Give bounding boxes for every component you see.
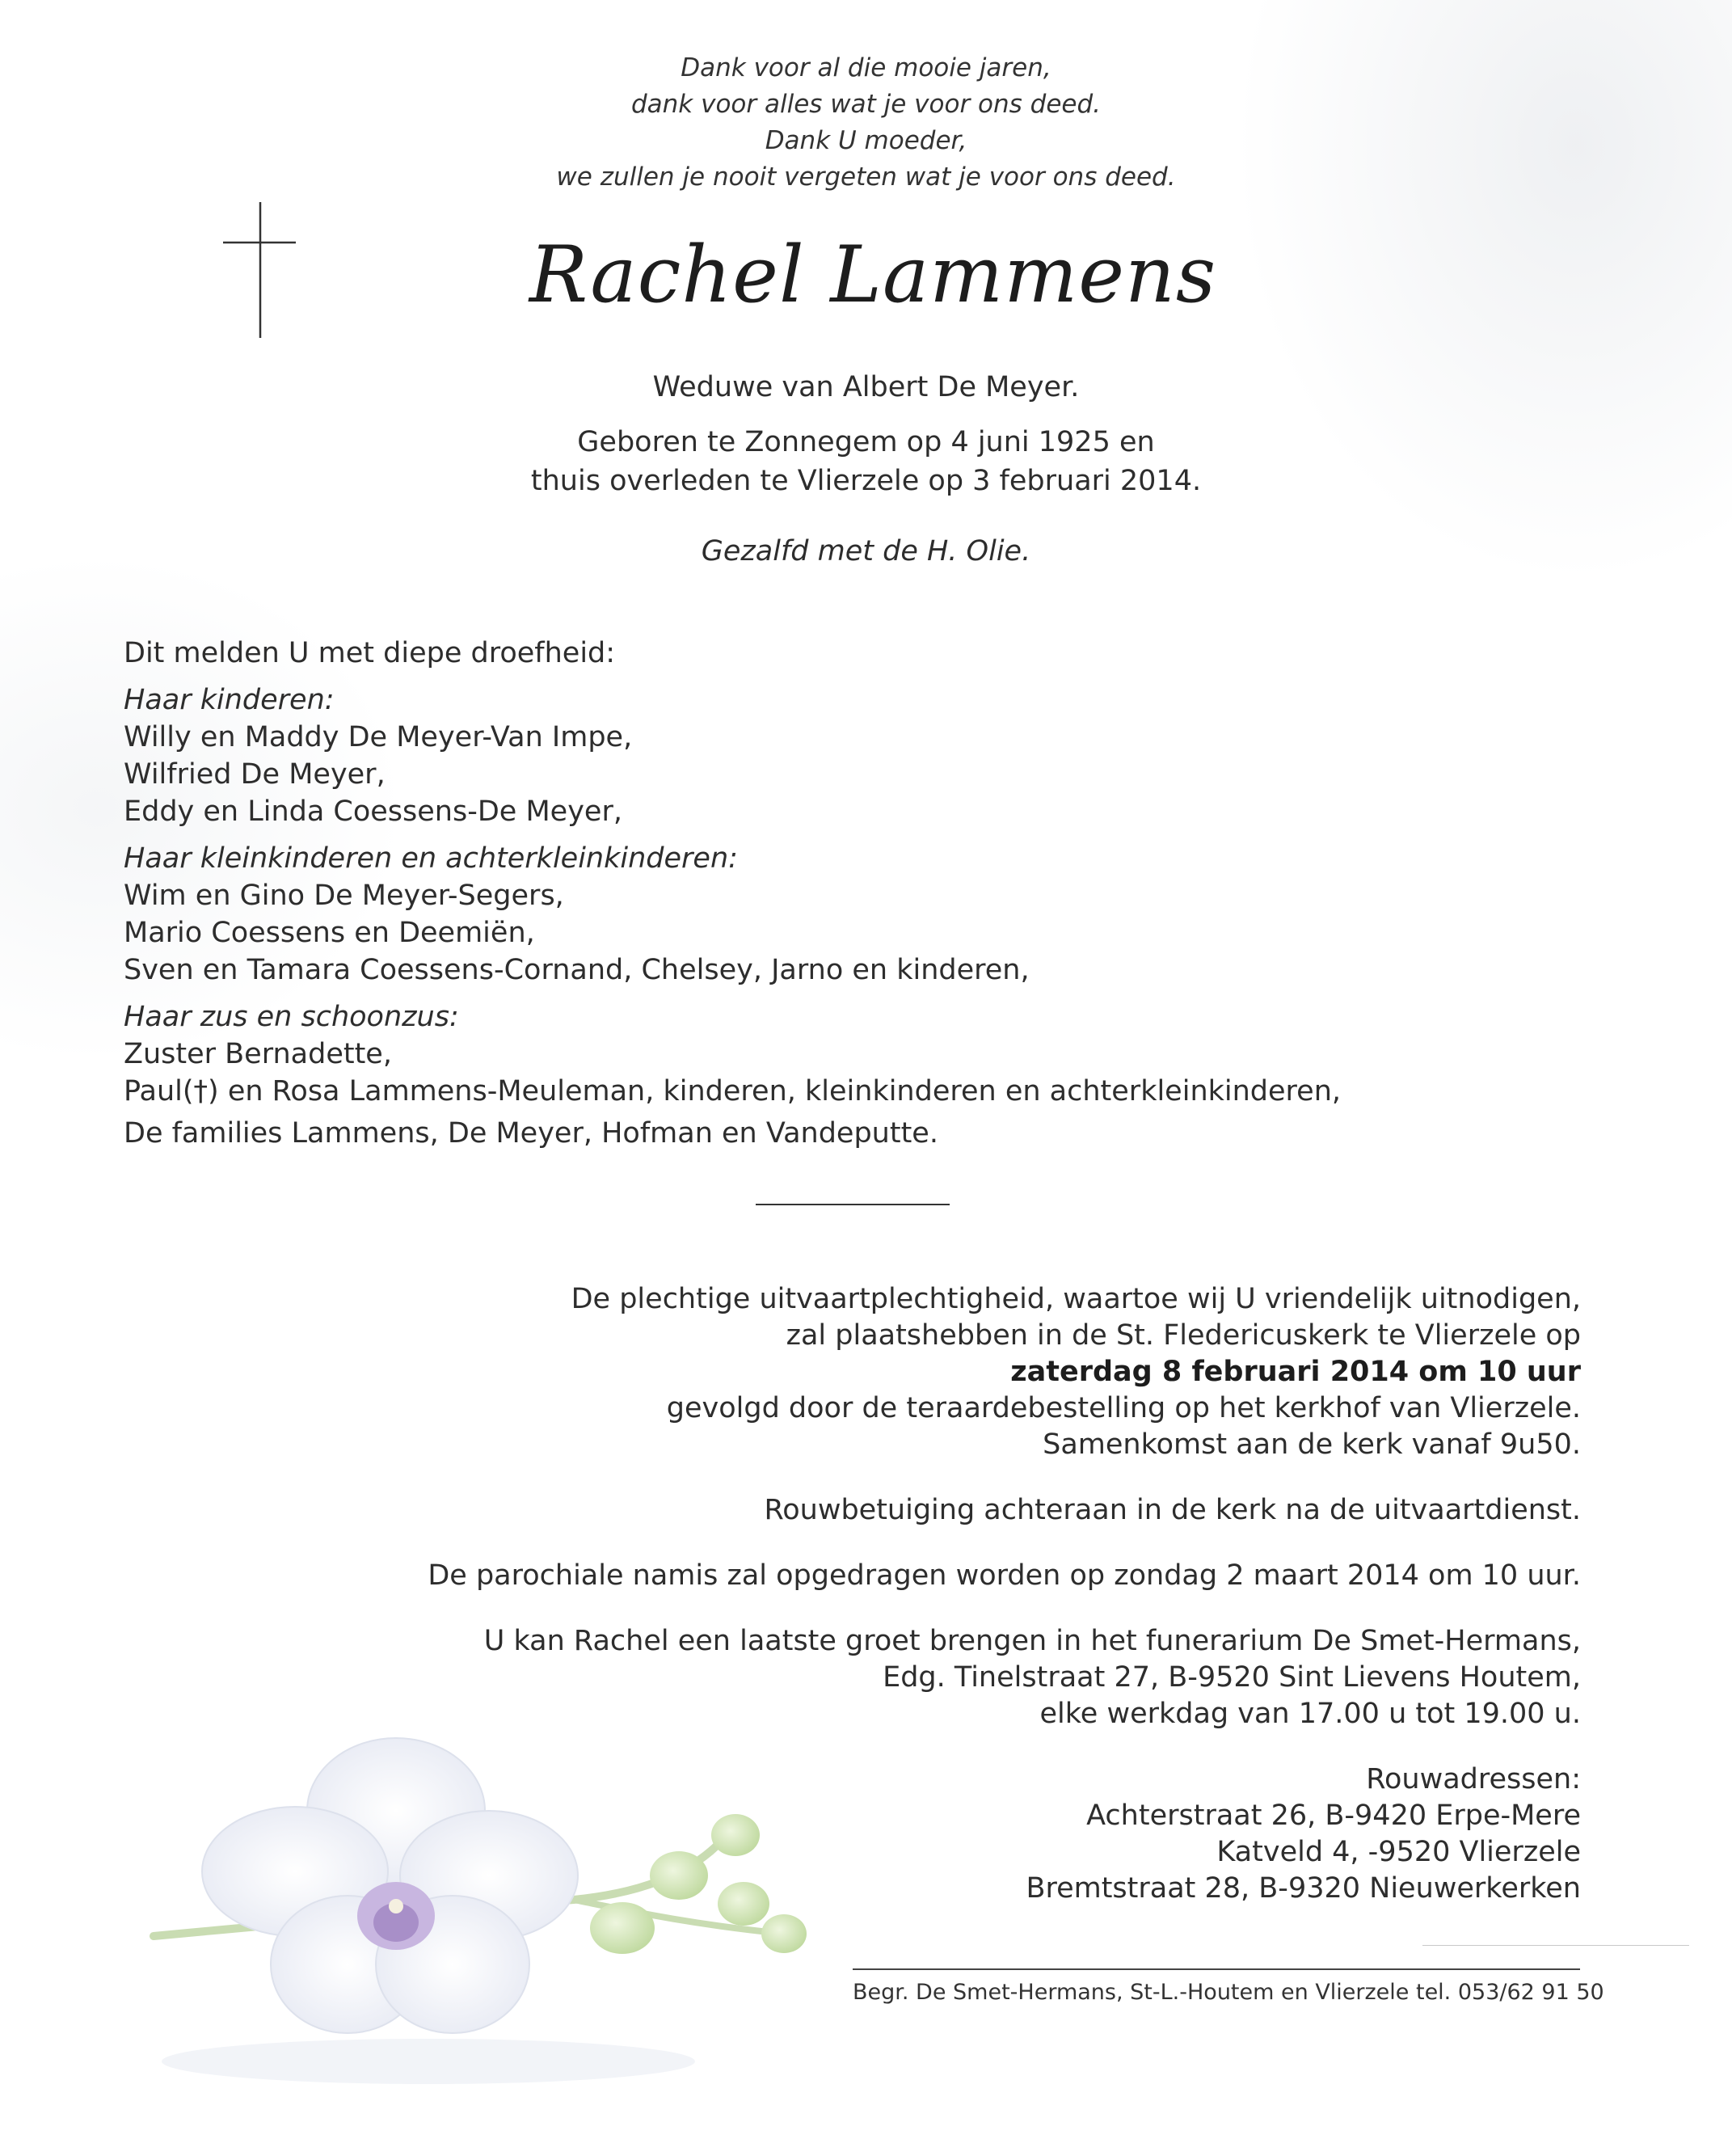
cross-icon xyxy=(218,202,299,338)
family-line: Zuster Bernadette, xyxy=(124,1038,392,1070)
families-line: De families Lammens, De Meyer, Hofman en Vandeputte. xyxy=(124,1117,938,1150)
faint-rule xyxy=(1422,1945,1689,1946)
gathering-line: Samenkomst aan de kerk vanaf 9u50. xyxy=(1043,1428,1581,1461)
visit-line: Edg. Tinelstraat 27, B-9520 Sint Lievens Houtem, xyxy=(883,1661,1581,1694)
family-line: Mario Coessens en Deemiën, xyxy=(124,917,535,949)
family-announcement xyxy=(124,635,1341,1152)
address-line: Achterstraat 26, B-9420 Erpe-Mere xyxy=(1086,1799,1581,1832)
visit-line: U kan Rachel een laatste groet brengen in het funerarium De Smet-Hermans, xyxy=(483,1625,1581,1657)
poem xyxy=(0,50,1732,196)
condolence-line: Rouwbetuiging achteraan in de kerk na de uitvaartdienst. xyxy=(764,1494,1581,1526)
family-line: Eddy en Linda Coessens-De Meyer, xyxy=(124,795,622,828)
poem-line: we zullen je nooit vergeten wat je voor ons deed. xyxy=(556,162,1176,192)
spacer xyxy=(428,1594,1581,1623)
orchid-icon xyxy=(121,1722,849,2094)
addresses-title: Rouwadressen: xyxy=(1366,1763,1581,1795)
died-line: thuis overleden te Vlierzele op 3 februari 2014. xyxy=(530,465,1202,497)
group-heading: Haar kinderen: xyxy=(124,684,335,716)
visit-line: elke werkdag van 17.00 u tot 19.00 u. xyxy=(1039,1698,1581,1730)
family-line: Paul(†) en Rosa Lammens-Meuleman, kinderen, kleinkinderen en achterkleinkinderen, xyxy=(124,1075,1342,1108)
mass-line: De parochiale namis zal opgedragen worden op zondag 2 maart 2014 om 10 uur. xyxy=(428,1559,1581,1592)
group-heading: Haar kleinkinderen en achterkleinkinderen: xyxy=(124,842,738,875)
family-line: Willy en Maddy De Meyer-Van Impe, xyxy=(124,721,633,753)
burial-line: gevolgd door de teraardebestelling op het kerkhof van Vlierzele. xyxy=(666,1392,1581,1424)
footer: Begr. De Smet-Hermans, St-L.-Houtem en Vlierzele tel. 053/62 91 50 xyxy=(853,1980,1604,2005)
born-line: Geboren te Zonnegem op 4 juni 1925 en xyxy=(577,426,1155,458)
deceased-name: Rachel Lammens xyxy=(529,230,1217,320)
family-line: Wim en Gino De Meyer-Segers, xyxy=(124,880,564,912)
family-line: Wilfried De Meyer, xyxy=(124,758,386,791)
invite-line: De plechtige uitvaartplechtigheid, waartoe wij U vriendelijk uitnodigen, xyxy=(571,1283,1581,1315)
invite-line: zal plaatshebben in de St. Fledericuskerk te Vlierzele op xyxy=(786,1319,1581,1352)
funeral-date-time: zaterdag 8 februari 2014 om 10 uur xyxy=(1010,1356,1581,1388)
poem-line: Dank voor al die mooie jaren, xyxy=(681,53,1051,82)
grandchildren-group xyxy=(124,840,1341,989)
address-line: Katveld 4, -9520 Vlierzele xyxy=(1216,1836,1581,1868)
birth-death-info xyxy=(0,423,1732,500)
poem-line: dank voor alles wat je voor ons deed. xyxy=(630,90,1102,119)
sister-group xyxy=(124,998,1341,1152)
footer-rule xyxy=(853,1968,1580,1970)
spacer xyxy=(428,1529,1581,1558)
family-intro: Dit melden U met diepe droefheid: xyxy=(124,637,616,669)
address-line: Bremtstraat 28, B-9320 Nieuwerkerken xyxy=(1026,1872,1581,1905)
anointed-note: Gezalfd met de H. Olie. xyxy=(701,535,1031,567)
divider xyxy=(756,1204,950,1205)
poem-line: Dank U moeder, xyxy=(765,126,967,155)
spacer xyxy=(428,1463,1581,1492)
group-heading: Haar zus en schoonzus: xyxy=(124,1001,459,1033)
family-line: Sven en Tamara Coessens-Cornand, Chelsey, Jarno en kinderen, xyxy=(124,954,1030,986)
widow-of: Weduwe van Albert De Meyer. xyxy=(652,371,1080,403)
children-group xyxy=(124,681,1341,830)
